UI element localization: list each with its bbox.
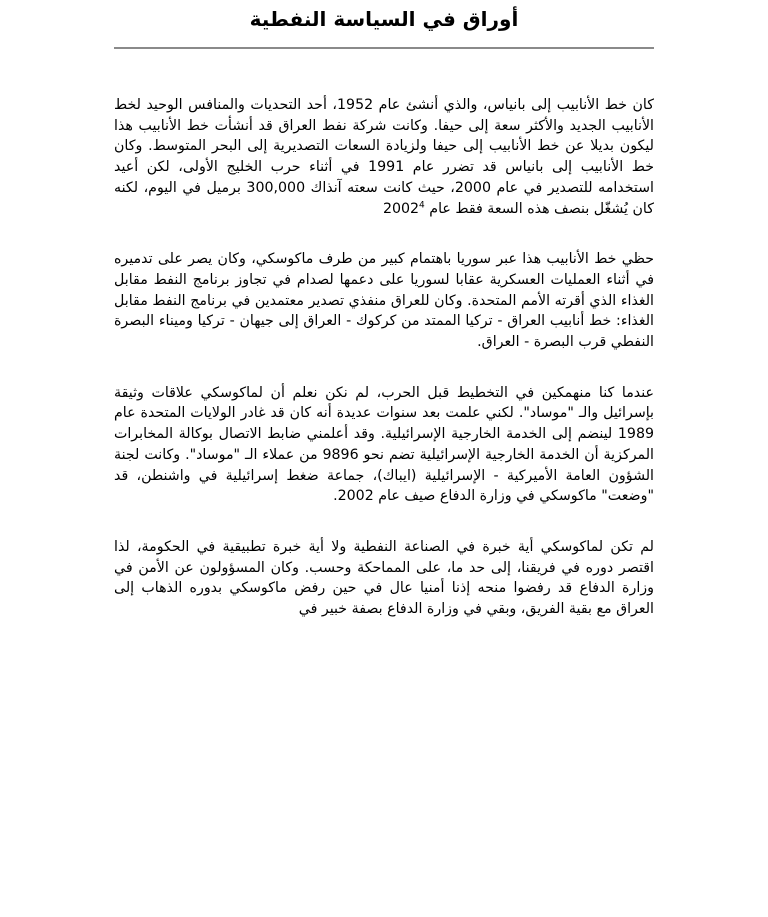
paragraph-mossad-ties [114, 383, 654, 507]
page-header [114, 4, 654, 34]
paragraph-baniyas-pipeline [114, 95, 654, 219]
paragraph-text: حظي خط الأنابيب هذا عبر سوريا باهتمام كبير من طرف ماكوسكي، وكان يصر على تدميره في أثناء العمليات العسكرية عقابا لسوريا على دعمها لصدام في تجاوز برنامج النفط مقابل الغذاء الذي أقرته الأمم المتحدة. وكان للعراق منفذي تصدير معتمدين في برنامج النفط مقابل الغذاء: خط أنابيب العراق - تركيا الممتد من كركوك - العراق إلى جيهان - تركيا وميناء البصرة النفطي قرب البصرة - العراق. [114, 251, 654, 351]
paragraph-no-experience [114, 537, 654, 620]
paragraph-text: كان خط الأنابيب إلى بانياس، والذي أنشئ عام 1952، أحد التحديات والمنافس الوحيد لخط الأنابيب الجديد والأكثر سعة إلى حيفا. وكانت شركة نفط العراق قد أنشأت خط الأنابيب هذا ليكون بديلا عن خط الأنابيب إلى حيفا ولزيادة السعات التصديرية إلى البحر المتوسط. وكان خط الأنابيب إلى بانياس قد تضرر عام 1991 في أثناء حرب الخليج الأولى، لكن أعيد استخدامه للتصدير في عام 2000، حيث كانت سعته آنذاك 300,000 برميل في اليوم، لكنه كان يُشغّل بنصف هذه السعة فقط عام 2002 [114, 97, 654, 217]
paragraph-text: عندما كنا منهمكين في التخطيط قبل الحرب، لم نكن نعلم أن لماكوسكي علاقات وثيقة بإسرائيل والـ "موساد". لكني علمت بعد سنوات عديدة أنه كان قد غادر الولايات المتحدة عام 1989 لينضم إلى الخدمة الخارجية الإسرائيلية. وقد أعلمني ضابط الاتصال بوكالة المخابرات المركزية أن الخدمة الخارجية الإسرائيلية تضم نحو 9896 من عملاء الـ "موساد". وكانت لجنة الشؤون العامة الأميركية - الإسرائيلية (ايباك)، جماعة ضغط إسرائيلية في واشنطن، قد "وضعت" ماكوسكي في وزارة الدفاع صيف عام 2002. [114, 384, 654, 505]
paragraph-syria-pipeline [114, 249, 654, 353]
page-title: أوراق في السياسة النفطية [249, 7, 519, 31]
footnote-reference: 4 [419, 199, 425, 210]
header-divider [114, 47, 654, 49]
paragraph-text: لم تكن لماكوسكي أية خبرة في الصناعة النفطية ولا أية خبرة تطبيقية في الحكومة، لذا اقتصر دوره في فريقنا، إلى حد ما، على المماحكة وحسب. وكان المسؤولون عن الأمن في وزارة الدفاع قد رفضوا منحه إذنا أمنيا عال في حين رفض ماكوسكي بدوره الذهاب إلى العراق مع بقية الفريق، وبقي في وزارة الدفاع بصفة خبير في [114, 538, 654, 618]
document-body [114, 95, 654, 650]
